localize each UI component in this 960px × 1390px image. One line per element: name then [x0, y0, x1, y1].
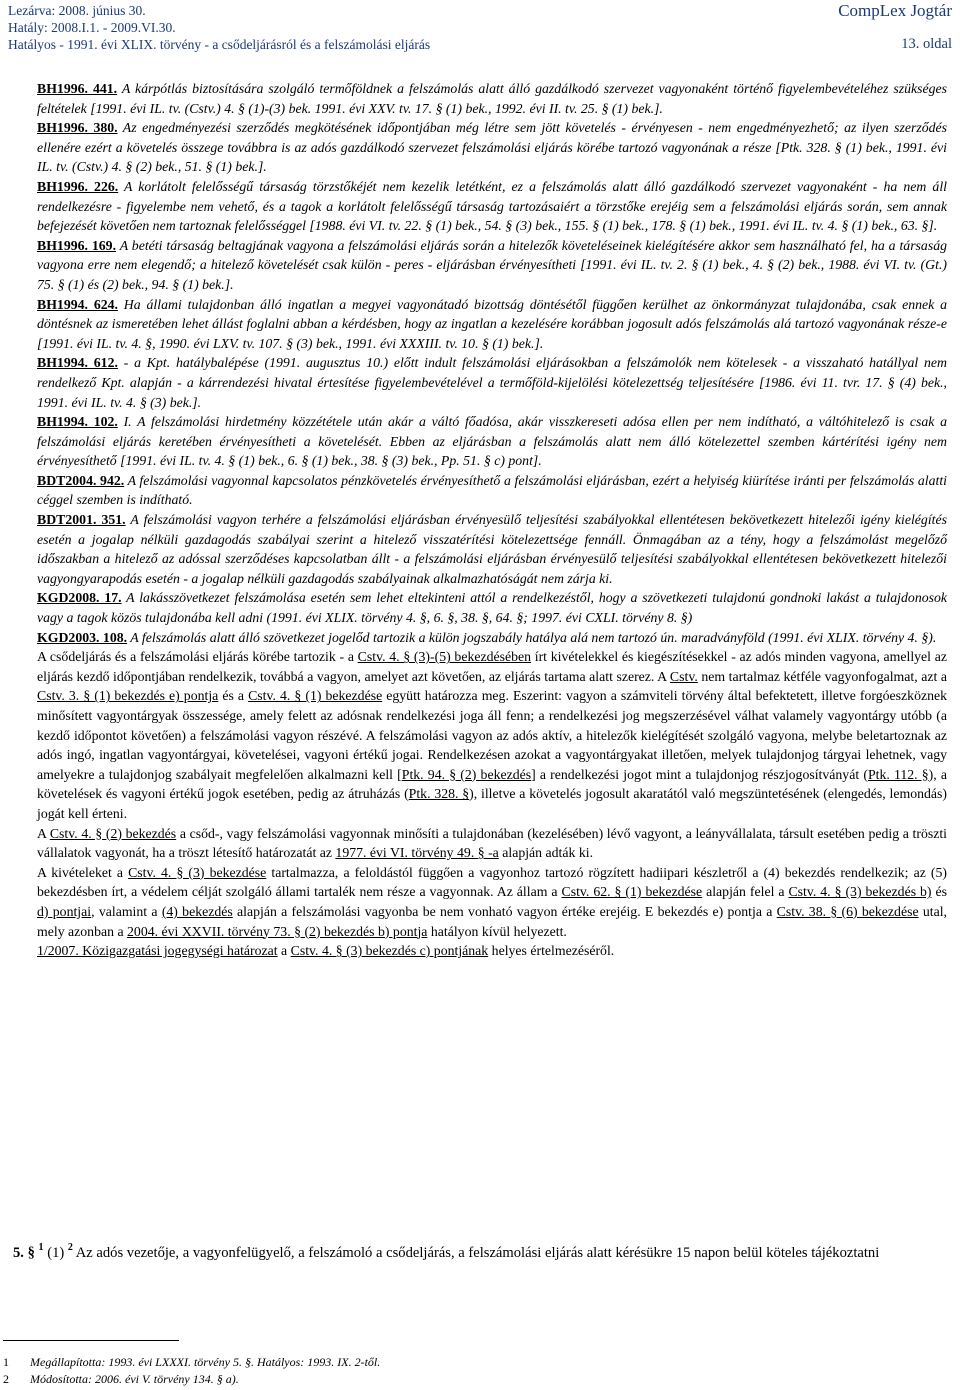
decision-summary: A lakásszövetkezet felszámolása esetén sem lehet eltekinteni attól a rendelkezéstől, hogy a szövetkezeti tulajdonú gondnoki lakást a tulajdonosok vagy a tagok közös tulajdonába kell adni (1991. évi XLIX. törvény 4. §, 6. §, 38. §, 64. §; 1997. évi CXLI. törvény 8. §) — [37, 590, 948, 626]
law-reference-link[interactable]: Cstv. — [669, 668, 698, 684]
decision-summary: - a Kpt. hatálybalépése (1991. augusztus 10.) előtt indult felszámolási eljárásokban a felszámolók nem kötelesek - a visszaható hatállyal nem rendelkező Kpt. alapján - a kárrendezési hivatal értesítése figyelembevételével a termőföld-kijelölési kötelezettség teljesítésére [1986. évi 11. tvr. 17. § (4) bek., 1991. évi IL. tv. 4. § (3) bek.]. — [37, 355, 947, 410]
commentary-segment: a csőd-, vagy felszámolási vagyonnak minősíti a tulajdonában (kezelésében) lévő vagyont, a leányvállalata, társult esetében pedig a tröszti vállalatok vagyonát, ha a tröszt létesítő határozatát az — [37, 825, 948, 861]
section-text: Az adós vezetője, a vagyonfelügyelő, a felszámoló a csődeljárás, a felszámolási eljárás alatt kérésükre 15 napon belül köteles tájékoztatni — [75, 1245, 880, 1261]
commentary-segment: A — [37, 825, 50, 841]
header-line-1 — [8, 2, 952, 19]
document-body — [37, 79, 947, 961]
header-line-2 — [8, 19, 952, 36]
decision-code-link[interactable]: BH1994. 624. — [37, 296, 118, 312]
decision-code-link[interactable]: BH1994. 102. — [37, 414, 118, 430]
page-header — [8, 2, 952, 54]
law-reference-link[interactable]: Cstv. 4. § (3)-(5) bekezdésében — [357, 649, 532, 665]
annotation-item — [37, 177, 947, 236]
commentary-segment: A kivételeket a — [37, 864, 129, 880]
footnote-ref-2[interactable]: 2 — [67, 1242, 73, 1253]
law-reference-link[interactable]: Cstv. 4. § (1) bekezdése — [248, 688, 383, 704]
annotation-item — [37, 471, 947, 510]
page-number: 13. oldal — [901, 36, 952, 52]
footnote-number: 2 — [3, 1372, 9, 1386]
commentary-segment: alapján felel a — [702, 884, 789, 900]
law-reference-link[interactable]: (4) bekezdés — [161, 903, 233, 919]
decision-summary: Az engedményezési szerződés megkötésének időpontjában még létre sem jött követelés - érvényesen - nem engedményezhető; az ilyen szerződés ellenére ezért a követelés összege továbbra is az adós gazdálkodó szervezet felszámolási eljárás körébe tartozó vagyonának a része [Ptk. 328. § (1) bek., 1991. évi IL. tv. (Cstv.) 4. § (2) bek., 51. § (1) bek.]. — [37, 120, 947, 175]
commentary-segment: helyes értelmezéséről. — [488, 943, 615, 959]
commentary-segment: ] a rendelkezési jogot mint a tulajdonjog részjogosítványát ( — [531, 766, 868, 782]
footnote-text: Módosította: 2006. évi V. törvény 134. § a). — [30, 1372, 239, 1386]
commentary-segment: ), a követelések és vagyoni értékű jogok esetében, pedig az átruházás ( — [37, 766, 948, 802]
commentary-text — [37, 647, 947, 961]
decision-summary: A betéti társaság beltagjának vagyona a felszámolási eljárás során a hitelezők követeléseinek kielégítésére akkor sem használható fel, ha a társaság vagyona erre nem elegendő; a hitelező követelését csak külön - peres - eljárásban érvényesítheti [1991. évi IL. tv. 2. § (1) bek., 4. § (2) bek., 1988. évi VI. tv. (Gt.) 75. § (1) és (2) bek., 94. § (1) bek.]. — [37, 237, 947, 292]
decision-code-link[interactable]: KGD2008. 17. — [37, 590, 122, 606]
footnote-ref-1[interactable]: 1 — [38, 1242, 44, 1253]
annotation-item — [37, 628, 947, 648]
law-reference-link[interactable]: 1/2007. Közigazgatási jogegységi határozat — [37, 943, 278, 959]
act-title: Hatályos - 1991. évi XLIX. törvény - a csődeljárásról és a felszámolási eljárás — [8, 37, 431, 52]
decision-summary: Ha állami tulajdonban álló ingatlan a megyei vagyonátadó bizottság döntésétől függően kerülhet az önkormányzat tulajdonába, csak ennek a döntésnek az ismeretében lehet állást foglalni abban a kérdésben, hogy az ingatlan a kezelésére korábban jogosult adós felszámolás alá tartozó vagyonának része-e [1991. évi IL. tv. 4. §, 1990. évi LXV. tv. 107. § (3) bek., 1991. évi XXXIII. tv. 10. § (1) bek.]. — [37, 296, 947, 351]
commentary-segment: ), illetve a követelés jogosult akaratától való megszüntetésének (elengedés, lemondás) jogát kell érteni. — [37, 786, 947, 821]
annotation-item — [37, 588, 947, 627]
paragraph-number: (1) — [47, 1245, 65, 1261]
annotation-item — [37, 295, 947, 354]
publisher-name: CompLex Jogtár — [838, 1, 952, 20]
law-reference-link[interactable]: Cstv. 62. § (1) bekezdése — [561, 884, 703, 900]
footnote-1 — [3, 1355, 950, 1370]
commentary-segment: A csődeljárás és a felszámolási eljárás körébe tartozik - a — [37, 649, 358, 665]
decision-summary: A felszámolási vagyon terhére a felszámolási eljárásban érvényesülő teljesítési szabályokkal ellentétesen bekövetkezett hitelezői igény kielégítés esetén a jogalap nélküli gazdagodás szabályai szerint a hitelező visszatérítési kötelezettsége fennáll. Önmagában az a tény, hogy a felszámolást megelőző időszakban a hitelező az adóssal szerződéses kapcsolatban állt - a felszámolási eljárásban érvényesülő teljesítési szabályokkal ellentétesen bekövetkezett hitelezői vagyongyarapodás esetén - a jogalap nélküli gazdagodás szabályainak alkalmazhatóságát nem zárja ki. — [37, 512, 947, 586]
law-reference-link[interactable]: Cstv. 4. § (3) bekezdés b) — [788, 884, 932, 900]
commentary-segment: alapján adták ki. — [498, 845, 594, 861]
commentary-segment: együtt határozza meg. Eszerint: vagyon a számviteli törvény által befektetett, illetve forgóeszköznek minősített vagyontárgyak összessége, amely felett az adósnak rendelkezési joga áll fenn; a rendelkezési jog megszerzésével válhat valamely vagyontárgy utóbb (a kezdő időpontot követően) a felszámolási vagyon részévé. A felszámolási vagyon az adós aktív, a hitelezők kielégítését szolgáló vagyona, melybe beletartoznak az adós ingó, ingatlan vagyontárgyai, követelései, vagyoni értékű jogai. Rendelkezésen azokat a vagyontárgyakat illetően, melyek tulajdonjog tárgyai lehetnek, vagy amelyekre a tulajdonjog szabályait megfelelően alkalmazni kell [ — [37, 688, 948, 782]
annotation-item — [37, 510, 947, 588]
law-reference-link[interactable]: Ptk. 94. § (2) bekezdés — [401, 766, 532, 782]
decision-summary: A kárpótlás biztosítására szolgáló termőföldnek a felszámolás alatt álló gazdálkodó szervezet vagyonaként történő figyelembevételéhez szükséges feltételek [1991. évi IL. tv. (Cstv.) 4. § (1)-(3) bek. 1991. évi XXV. tv. 17. § (1) bek., 1992. évi II. tv. 25. § (1) bek.]. — [37, 81, 947, 116]
commentary-segment: tartalmazza, a feloldástól függően a vagyonhoz tartozó rögzített hadiipari készletről a (4) bekezdés rendelkezik; az (5) bekezdésben írt, a védelem célját szolgáló állami tartalék nem része a vagyonnak. Az állam a — [37, 864, 948, 900]
validity-period: Hatály: 2008.I.1. - 2009.VI.30. — [8, 20, 176, 35]
law-reference-link[interactable]: 1977. évi VI. törvény 49. § -a — [335, 845, 499, 861]
decision-code-link[interactable]: BH1996. 169. — [37, 237, 117, 253]
decision-code-link[interactable]: BH1996. 380. — [37, 120, 118, 136]
law-reference-link[interactable]: Cstv. 4. § (2) bekezdés — [49, 825, 177, 841]
section-number: 5. § — [13, 1245, 35, 1261]
decision-summary: A felszámolás alatt álló szövetkezet jogelőd tartozik a külön jogszabály hatálya alá nem tartozó ún. maradványföld (1991. évi XLIX. törvény 4. §). — [127, 629, 937, 645]
footnote-text: Megállapította: 1993. évi LXXXI. törvény 5. §. Hatályos: 1993. IX. 2-től. — [30, 1355, 381, 1369]
law-reference-link[interactable]: Cstv. 38. § (6) bekezdése — [776, 903, 919, 919]
decision-code-link[interactable]: BH1996. 226. — [37, 178, 119, 194]
commentary-segment: utal, mely azonban a — [37, 903, 947, 939]
commentary-segment: , valamint a — [91, 903, 162, 919]
commentary-segment: a — [277, 943, 291, 959]
decision-code-link[interactable]: BH1994. 612. — [37, 355, 118, 371]
law-reference-link[interactable]: d) pontjai — [37, 903, 92, 919]
commentary-segment: és — [931, 884, 947, 900]
closed-date: Lezárva: 2008. június 30. — [8, 3, 146, 18]
annotation-item — [37, 79, 947, 118]
header-line-3 — [8, 36, 952, 53]
annotation-item — [37, 118, 947, 177]
decision-summary: A felszámolási vagyonnal kapcsolatos pénzkövetelés érvényesíthető a felszámolási eljárásban, ezért a helyiség kiürítése iránti per felszámolás alatti céggel szemben is indítható. — [37, 472, 947, 508]
decision-summary: I. A felszámolási hirdetmény közzététele után akár a váltó főadósa, akár visszkereseti adósa ellen per nem indítható, a váltóhitelező is csak a felszámolási eljárás keretében érvényesítheti a követelését. Ebben az eljárásban a felszámolás alatt nem álló kötelezettel szemben kártérítési igény nem érvényesíthető [1991. évi IL. tv. 4. § (1) bek., 6. § (1) bek., 38. § (3) bek., Pp. 51. § c) pont]. — [37, 414, 947, 469]
law-reference-link[interactable]: Cstv. 3. § (1) bekezdés e) pontja — [37, 688, 219, 704]
commentary-segment: alapján a felszámolási vagyonba be nem vonható vagyon értéke erejéig. E bekezdés e) pontja a — [232, 903, 777, 919]
law-reference-link[interactable]: Ptk. 328. § — [408, 786, 470, 802]
commentary-segment: és a — [218, 688, 249, 704]
law-reference-link[interactable]: Cstv. 4. § (3) bekezdés c) pontjának — [290, 943, 489, 959]
footnote-2 — [3, 1372, 950, 1387]
decision-code-link[interactable]: BDT2001. 351. — [37, 512, 126, 528]
annotation-item — [37, 236, 947, 295]
footnote-divider — [3, 1340, 179, 1341]
law-reference-link[interactable]: 2004. évi XXVII. törvény 73. § (2) bekezdés b) pontja — [127, 923, 428, 939]
commentary-segment: írt kivételekkel és kiegészítésekkel - az adós minden vagyona, amellyel az eljárás kezdő időpontjában rendelkezik, továbbá a vagyon, amelyet azt követően, az eljárás tartama alatt szerez. A — [37, 649, 947, 684]
annotation-item — [37, 412, 947, 471]
annotation-item — [37, 353, 947, 412]
decision-code-link[interactable]: BH1996. 441. — [37, 81, 118, 96]
decision-code-link[interactable]: KGD2003. 108. — [37, 629, 128, 645]
law-reference-link[interactable]: Ptk. 112. § — [867, 766, 929, 782]
commentary-segment: hatályon kívül helyezett. — [427, 923, 567, 939]
law-reference-link[interactable]: Cstv. 4. § (3) bekezdése — [128, 864, 267, 880]
footnote-number: 1 — [3, 1355, 9, 1369]
decision-summary: A korlátolt felelősségű társaság törzstőkéjét nem kezelik letétként, ez a felszámolás alatt álló gazdálkodó szervezet vagyonaként - ha nem áll rendelkezésre - figyelembe nem vehető, és a tagok a korlátolt felelősségű társaság tartozásaiért a törzstőke erejéig sem a felszámolási eljárás során, sem annak befejezését követően nem tartoznak felelősséggel [1988. évi VI. tv. 22. § (1) bek., 54. § (3) bek., 155. § (1) bek., 178. § (1) bek., 1991. évi IL. tv. 4. § (1) bek., 63. §]. — [37, 178, 947, 234]
section-5 — [3, 1244, 947, 1263]
commentary-segment: nem tartalmaz kétféle vagyonfogalmat, azt a — [697, 668, 947, 684]
annotation-list — [37, 79, 947, 647]
decision-code-link[interactable]: BDT2004. 942. — [37, 472, 125, 488]
